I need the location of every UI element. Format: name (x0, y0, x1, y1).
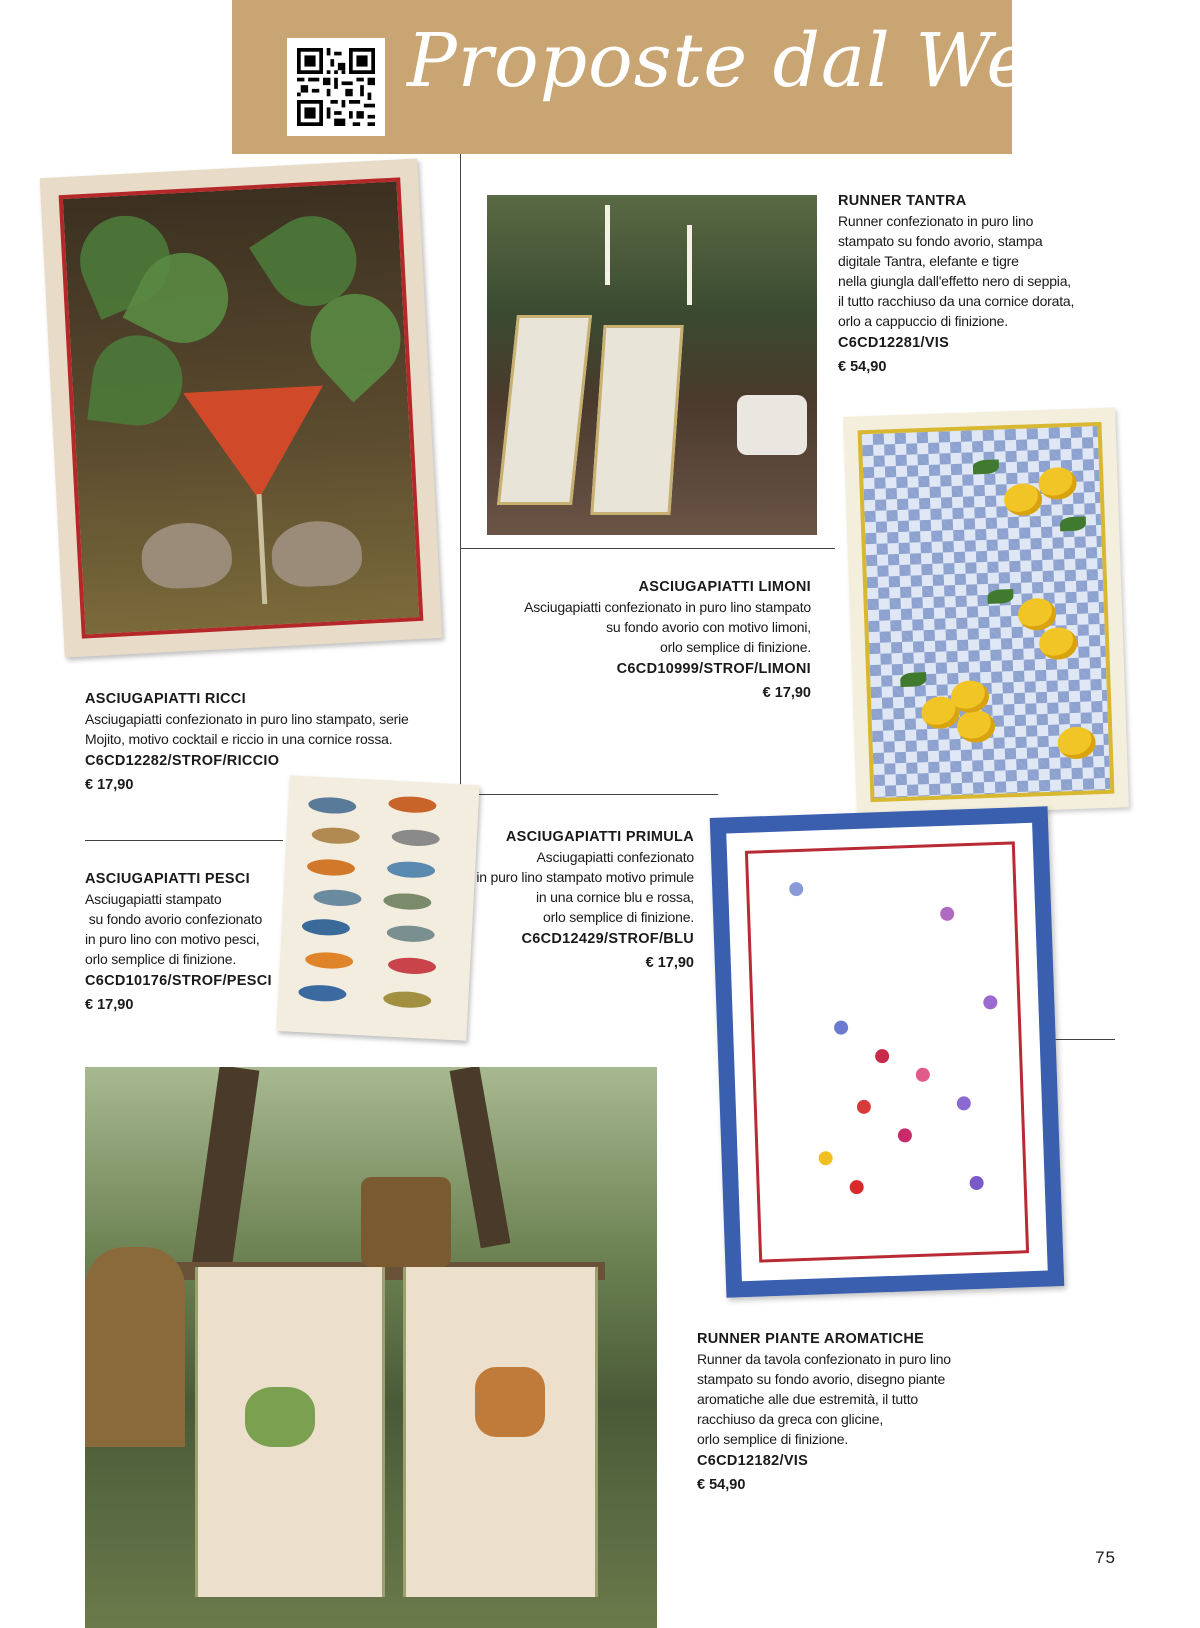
product-runner-piante-aromatiche (697, 1329, 1027, 1495)
description-line: su fondo avorio confezionato (85, 911, 263, 927)
lemon-leaf (1060, 516, 1086, 531)
fish (302, 918, 351, 936)
runner-cloth (590, 325, 683, 515)
description-line: Asciugapiatti confezionato in puro lino stampato (524, 599, 811, 615)
product-price: € 17,90 (85, 997, 134, 1013)
description-line: orlo semplice di finizione. (542, 909, 694, 925)
product-runner-tantra (838, 191, 1168, 377)
fish (383, 892, 432, 910)
lemon (1018, 598, 1057, 631)
description-line: orlo semplice di finizione. (697, 1431, 849, 1447)
product-price: € 54,90 (838, 359, 887, 375)
description-line: Runner confezionato in puro lino (838, 213, 1034, 229)
description-line: stampato su fondo avorio, stampa (838, 233, 1043, 249)
description-line: in puro lino con motivo pesci, (85, 931, 260, 947)
fish (305, 951, 354, 969)
qr-code-icon[interactable] (287, 38, 385, 136)
description-line: Runner da tavola confezionato in puro lino (697, 1351, 951, 1367)
horizontal-divider (85, 840, 283, 841)
flower (969, 1176, 983, 1190)
towel-print (858, 422, 1115, 802)
product-code: C6CD10176/STROF/PESCI (85, 973, 272, 989)
lemon (1039, 627, 1078, 660)
towel-print (745, 841, 1029, 1262)
runner-cloth (497, 315, 592, 505)
page-title: Proposte dal Web (407, 18, 1080, 104)
lemon (956, 710, 995, 743)
header-banner (232, 0, 1080, 154)
lemon-leaf (973, 459, 999, 474)
towel-print (59, 177, 424, 638)
glass-stem (257, 494, 268, 604)
description-line: in puro lino stampato motivo primule (476, 869, 694, 885)
basket (85, 1247, 185, 1447)
product-name: ASCIUGAPIATTI PESCI (85, 871, 250, 887)
description-line: orlo semplice di finizione. (659, 639, 811, 655)
lemon (1038, 467, 1077, 500)
product-description (85, 889, 280, 969)
description-line: il tutto racchiuso da una cornice dorata, (838, 293, 1075, 309)
tree-trunk (450, 1067, 511, 1248)
product-price: € 17,90 (85, 777, 134, 793)
description-line: digitale Tantra, elefante e tigre (838, 253, 1019, 269)
description-line: Mojito, motivo cocktail e riccio in una cornice rossa. (85, 731, 393, 747)
cocktail-glass (183, 386, 329, 503)
flower (983, 995, 997, 1009)
lemon-leaf (987, 589, 1013, 604)
lemon-leaf (900, 672, 926, 687)
product-name: ASCIUGAPIATTI LIMONI (638, 579, 811, 595)
lemon (950, 680, 989, 713)
product-code: C6CD12182/VIS (697, 1453, 809, 1469)
fish (386, 925, 435, 943)
candle (605, 205, 610, 285)
product-code: C6CD12282/STROF/RICCIO (85, 753, 280, 769)
lemon (1057, 726, 1096, 759)
product-image-limoni (843, 407, 1129, 816)
product-image-tantra (487, 195, 817, 535)
description-line: Asciugapiatti confezionato (536, 849, 694, 865)
flower (789, 882, 803, 896)
product-price: € 17,90 (645, 955, 694, 971)
product-asciugapiatti-limoni (470, 577, 811, 703)
flower (818, 1151, 832, 1165)
product-name: ASCIUGAPIATTI PRIMULA (505, 829, 694, 845)
product-price: € 54,90 (697, 1477, 746, 1493)
flower (875, 1049, 889, 1063)
candle (687, 225, 692, 305)
horizontal-divider (460, 548, 835, 549)
product-image-primula (710, 806, 1065, 1298)
description-line: in una cornice blu e rossa, (535, 889, 694, 905)
fish (307, 858, 356, 876)
product-name: RUNNER PIANTE AROMATICHE (697, 1331, 925, 1347)
tree-trunk (191, 1067, 260, 1279)
product-description (470, 597, 811, 657)
description-line: orlo a cappuccio di finizione. (838, 313, 1008, 329)
plant-pot (245, 1387, 315, 1447)
product-asciugapiatti-ricci (85, 689, 445, 795)
fish (387, 860, 436, 878)
product-asciugapiatti-pesci (85, 869, 280, 1015)
fish (388, 795, 437, 813)
fish (388, 957, 437, 975)
flower (898, 1128, 912, 1142)
plant-pot (475, 1367, 545, 1437)
flower (916, 1068, 930, 1082)
product-description (697, 1349, 1027, 1449)
description-line: aromatiche alle due estremità, il tutto (697, 1391, 918, 1407)
flower (857, 1100, 871, 1114)
fish (383, 990, 432, 1008)
product-price: € 17,90 (762, 685, 811, 701)
description-line: racchiuso da greca con glicine, (697, 1411, 884, 1427)
description-line: nella giungla dall'effetto nero di seppia, (838, 273, 1071, 289)
product-name: RUNNER TANTRA (838, 193, 967, 209)
lemon (1004, 483, 1043, 516)
hedgehog (270, 519, 363, 589)
product-description (85, 709, 445, 749)
page-number: 75 (1095, 1548, 1116, 1567)
flower (834, 1020, 848, 1034)
product-code: C6CD12281/VIS (838, 335, 950, 351)
description-line: su fondo avorio con motivo limoni, (606, 619, 811, 635)
product-code: C6CD10999/STROF/LIMONI (616, 661, 811, 677)
fish (313, 889, 362, 907)
product-code: C6CD12429/STROF/BLU (521, 931, 694, 947)
product-description (838, 211, 1168, 331)
description-line: stampato su fondo avorio, disegno piante (697, 1371, 946, 1387)
product-name: ASCIUGAPIATTI RICCI (85, 691, 246, 707)
description-line: orlo semplice di finizione. (85, 951, 237, 967)
flower (849, 1180, 863, 1194)
fish (298, 984, 347, 1002)
description-line: Asciugapiatti confezionato in puro lino stampato, serie (85, 711, 409, 727)
flower (940, 907, 954, 921)
description-line: Asciugapiatti stampato (85, 891, 222, 907)
fish (311, 826, 360, 844)
leaf-shape (87, 330, 187, 430)
product-image-aromatiche (85, 1067, 657, 1628)
hedgehog (140, 521, 233, 591)
product-asciugapiatti-primula (470, 827, 694, 973)
qr-code-graphic (297, 48, 375, 126)
product-image-ricci (40, 158, 443, 657)
product-image-pesci (276, 775, 479, 1041)
fish (308, 796, 357, 814)
fruit-basket (361, 1177, 451, 1267)
product-description (470, 847, 694, 927)
fish (391, 829, 440, 847)
pillow (737, 395, 807, 455)
flower (957, 1096, 971, 1110)
horizontal-divider (460, 794, 718, 795)
